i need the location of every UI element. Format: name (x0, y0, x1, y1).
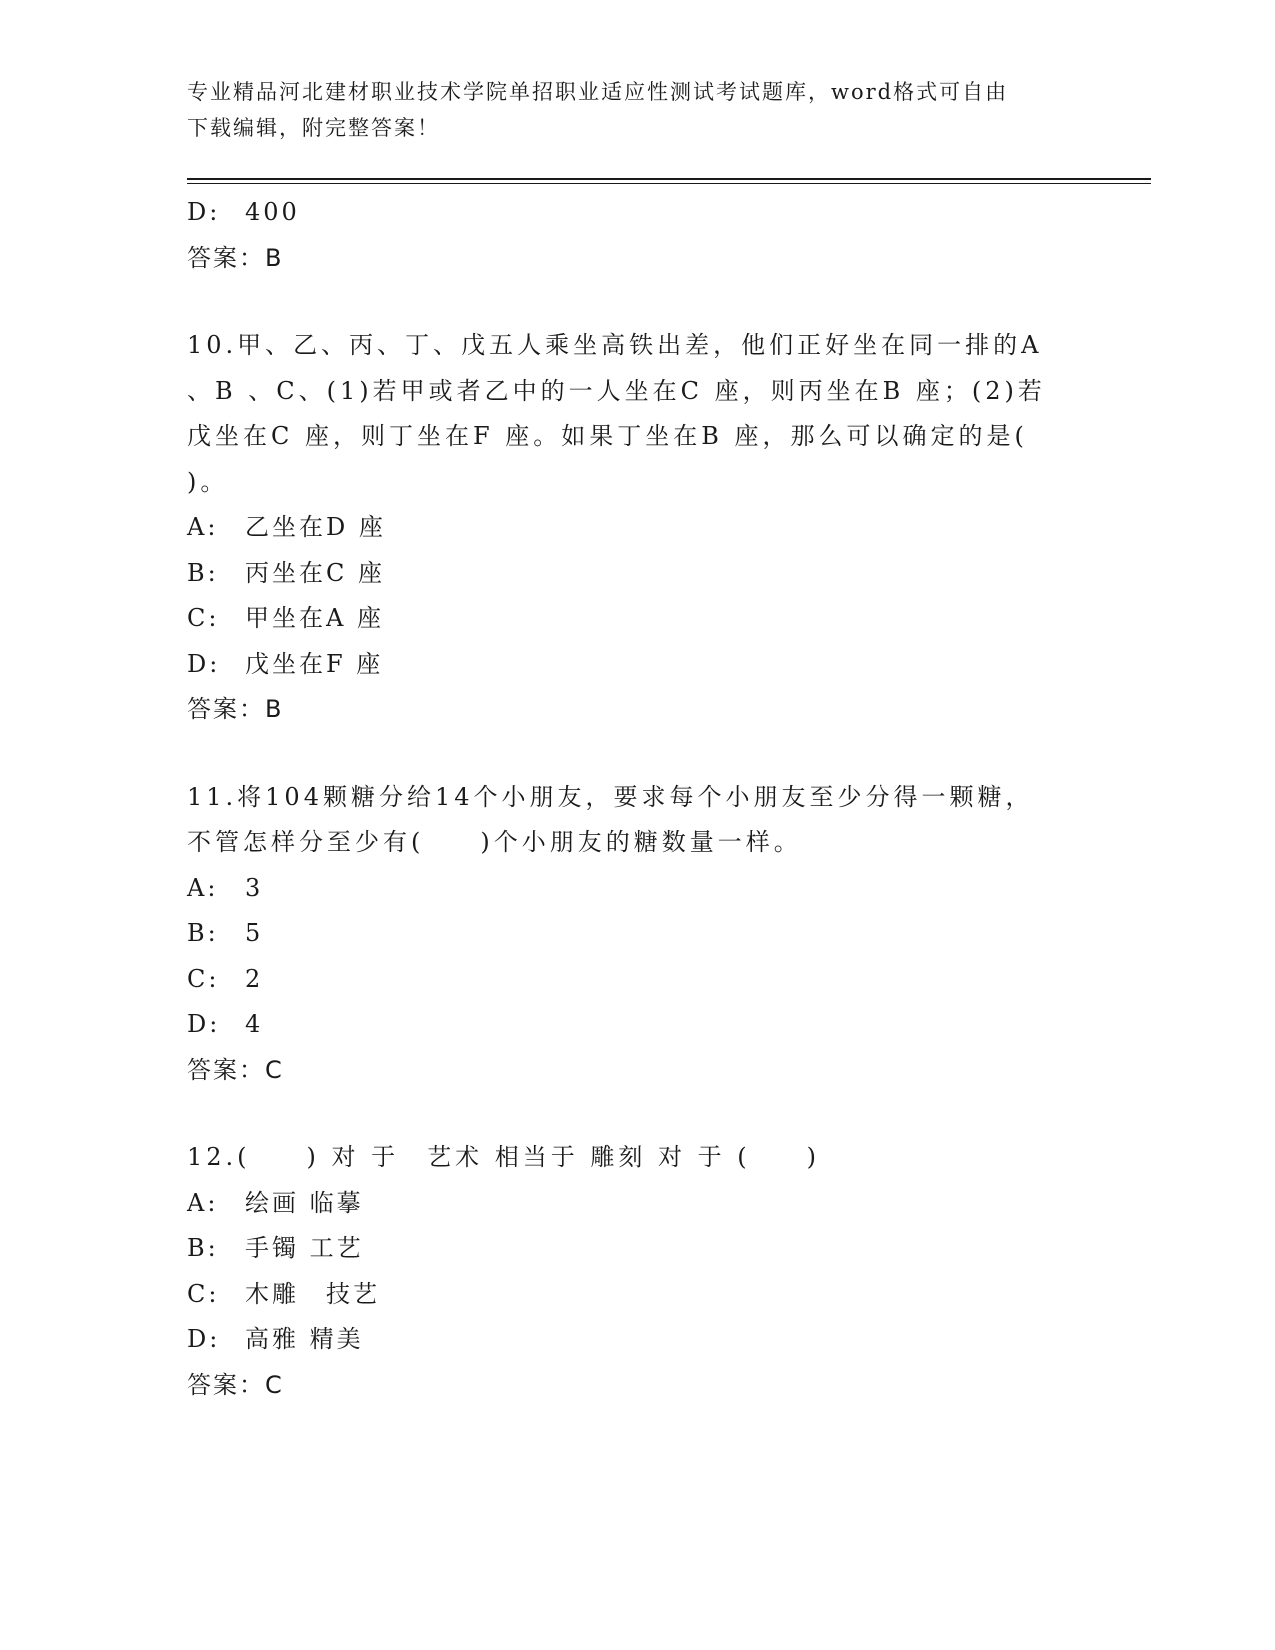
page-header (187, 74, 1067, 146)
q12-option-c-text: 木雕 技艺 (245, 1279, 380, 1308)
header-rule-thin (187, 183, 1151, 184)
q11-text-line-2: 不管怎样分至少有( )个小朋友的糖数量一样。 (187, 828, 802, 856)
q11-option-d-text: 4 (245, 1010, 264, 1038)
q11-option-d-letter: D: (187, 1010, 221, 1038)
q11-text (187, 775, 1087, 866)
q10-option-b (187, 551, 1087, 597)
q11-option-c-letter: C: (187, 964, 220, 993)
q12-option-b-text: 手镯 工艺 (245, 1234, 364, 1262)
q11-option-b-text: 5 (245, 919, 264, 947)
q12-option-d-letter: D: (187, 1325, 221, 1353)
q10-option-a (187, 505, 1087, 551)
q10-option-d-letter: D: (187, 649, 221, 678)
q12-option-b-letter: B: (187, 1234, 219, 1262)
q10-option-a-letter: A: (187, 513, 219, 541)
q12-option-a (187, 1181, 1087, 1227)
q11-option-a-text: 3 (245, 873, 264, 902)
q10-text-line-1: 10.甲、乙、丙、丁、戊五人乘坐高铁出差，他们正好坐在同一排的A (187, 331, 1043, 359)
q11-option-c-text: 2 (245, 964, 264, 993)
q10-answer: 答案：B (187, 695, 284, 723)
q11-text-line-1: 11.将104颗糖分给14个小朋友，要求每个小朋友至少分得一颗糖， (187, 782, 1034, 811)
header-line-2: 下载编辑，附完整答案！ (187, 116, 440, 140)
q12-text (187, 1135, 1087, 1181)
q12-option-d-text: 高雅 精美 (245, 1325, 364, 1353)
q11-answer: 答案：C (187, 1055, 284, 1084)
q10-text-line-2: 、B 、C、(1)若甲或者乙中的一人坐在C 座，则丙坐在B 座；(2)若 (187, 376, 1046, 405)
q9-option-d (187, 190, 1087, 236)
q10-option-b-text: 丙坐在C 座 (245, 558, 385, 587)
q11-option-c (187, 957, 1087, 1003)
q12-option-c-letter: C: (187, 1279, 220, 1308)
header-rule-thick (187, 178, 1151, 180)
q10-text-line-3: 戊坐在C 座，则丁坐在F 座。如果丁坐在B 座，那么可以确定的是( (187, 422, 1028, 450)
q10-option-c (187, 596, 1087, 642)
q12-text-line-1: 12.( ) 对 于 艺术 相当于 雕刻 对 于 ( ) (187, 1143, 821, 1171)
q10-text-line-4: )。 (187, 467, 229, 496)
q9-option-d-letter: D: (187, 198, 221, 226)
q12-answer: 答案：C (187, 1370, 284, 1399)
q11-option-a (187, 866, 1087, 912)
q12-option-a-text: 绘画 临摹 (245, 1188, 364, 1217)
q11-option-a-letter: A: (187, 873, 219, 902)
q10-option-c-text: 甲坐在A 座 (245, 604, 384, 632)
q11-option-d (187, 1002, 1087, 1048)
q12-option-c (187, 1272, 1087, 1318)
q10-option-a-text: 乙坐在D 座 (245, 513, 386, 541)
question-content (187, 190, 1087, 1408)
q10-option-d-text: 戊坐在F 座 (245, 649, 384, 678)
q9-option-d-text: 400 (245, 198, 300, 226)
q11-option-b-letter: B: (187, 919, 219, 947)
q11-option-b (187, 911, 1087, 957)
q10-option-c-letter: C: (187, 604, 220, 632)
q12-option-d (187, 1317, 1087, 1363)
q9-answer: 答案：B (187, 243, 284, 272)
q12-option-a-letter: A: (187, 1188, 219, 1217)
q10-text (187, 323, 1087, 505)
header-line-1: 专业精品河北建材职业技术学院单招职业适应性测试考试题库，word格式可自由 (187, 80, 1009, 104)
q12-option-b (187, 1226, 1087, 1272)
q10-option-d (187, 642, 1087, 688)
q10-option-b-letter: B: (187, 558, 219, 587)
